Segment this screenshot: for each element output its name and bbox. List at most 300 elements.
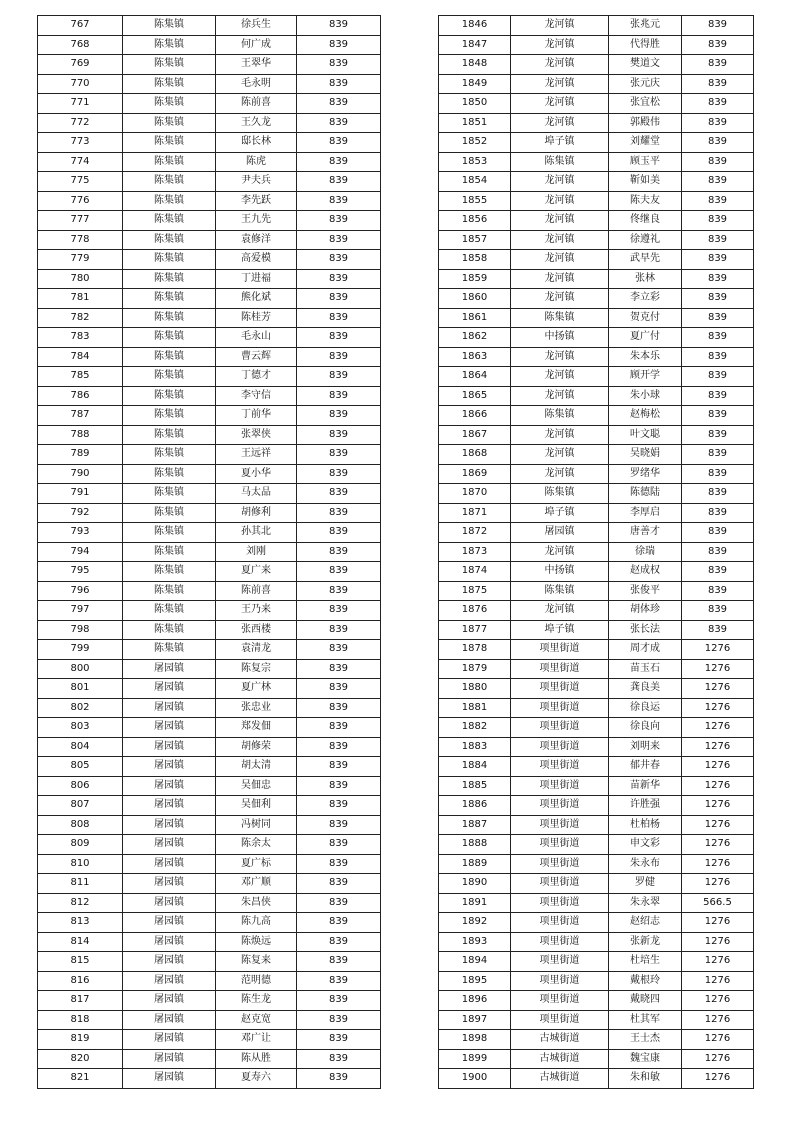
row-number-cell: 1877 — [439, 620, 511, 640]
town-cell: 龙河镇 — [511, 289, 609, 309]
table-row — [38, 932, 381, 952]
amount-cell: 1276 — [682, 874, 754, 894]
town-cell: 陈集镇 — [123, 74, 216, 94]
row-number-cell: 785 — [38, 367, 123, 387]
table-row — [38, 620, 381, 640]
name-cell: 陈九高 — [216, 913, 297, 933]
amount-cell: 839 — [297, 698, 381, 718]
amount-cell: 839 — [297, 386, 381, 406]
amount-cell: 839 — [682, 620, 754, 640]
table-row — [439, 776, 754, 796]
table-row — [439, 620, 754, 640]
table-row — [439, 35, 754, 55]
amount-cell: 839 — [297, 230, 381, 250]
amount-cell: 566.5 — [682, 893, 754, 913]
name-cell: 李守信 — [216, 386, 297, 406]
table-row — [38, 386, 381, 406]
town-cell: 龙河镇 — [511, 269, 609, 289]
town-cell: 项里街道 — [511, 991, 609, 1011]
amount-cell: 839 — [682, 601, 754, 621]
town-cell: 屠园镇 — [123, 718, 216, 738]
name-cell: 徐兵生 — [216, 16, 297, 36]
town-cell: 龙河镇 — [511, 94, 609, 114]
table-row — [38, 854, 381, 874]
town-cell: 埠子镇 — [511, 620, 609, 640]
name-cell: 佟继良 — [609, 211, 682, 231]
row-number-cell: 1890 — [439, 874, 511, 894]
name-cell: 陈夫友 — [609, 191, 682, 211]
name-cell: 朱小球 — [609, 386, 682, 406]
town-cell: 陈集镇 — [123, 601, 216, 621]
table-row — [439, 581, 754, 601]
amount-cell: 839 — [682, 250, 754, 270]
amount-cell: 1276 — [682, 757, 754, 777]
amount-cell: 1276 — [682, 952, 754, 972]
name-cell: 陈生龙 — [216, 991, 297, 1011]
table-row — [439, 250, 754, 270]
name-cell: 孙其北 — [216, 523, 297, 543]
row-number-cell: 804 — [38, 737, 123, 757]
row-number-cell: 800 — [38, 659, 123, 679]
table-row — [439, 1010, 754, 1030]
name-cell: 邓广顺 — [216, 874, 297, 894]
name-cell: 樊道文 — [609, 55, 682, 75]
town-cell: 项里街道 — [511, 698, 609, 718]
town-cell: 龙河镇 — [511, 367, 609, 387]
row-number-cell: 768 — [38, 35, 123, 55]
town-cell: 陈集镇 — [123, 640, 216, 660]
table-row — [439, 230, 754, 250]
name-cell: 陈虎 — [216, 152, 297, 172]
table-row — [38, 347, 381, 367]
row-number-cell: 1853 — [439, 152, 511, 172]
table-row — [439, 406, 754, 426]
town-cell: 项里街道 — [511, 874, 609, 894]
town-cell: 陈集镇 — [123, 230, 216, 250]
row-number-cell: 787 — [38, 406, 123, 426]
name-cell: 夏小华 — [216, 464, 297, 484]
name-cell: 邸长林 — [216, 133, 297, 153]
amount-cell: 1276 — [682, 737, 754, 757]
table-row — [38, 308, 381, 328]
row-number-cell: 1851 — [439, 113, 511, 133]
row-number-cell: 805 — [38, 757, 123, 777]
name-cell: 马太品 — [216, 484, 297, 504]
town-cell: 古城街道 — [511, 1030, 609, 1050]
row-number-cell: 1898 — [439, 1030, 511, 1050]
name-cell: 陈前喜 — [216, 581, 297, 601]
town-cell: 陈集镇 — [123, 347, 216, 367]
row-number-cell: 1894 — [439, 952, 511, 972]
town-cell: 屠园镇 — [123, 991, 216, 1011]
amount-cell: 839 — [297, 211, 381, 231]
table-row — [38, 445, 381, 465]
amount-cell: 839 — [682, 94, 754, 114]
table-row — [38, 776, 381, 796]
table-row — [439, 835, 754, 855]
row-number-cell: 1896 — [439, 991, 511, 1011]
row-number-cell: 1863 — [439, 347, 511, 367]
amount-cell: 839 — [297, 94, 381, 114]
town-cell: 项里街道 — [511, 913, 609, 933]
row-number-cell: 1868 — [439, 445, 511, 465]
town-cell: 龙河镇 — [511, 230, 609, 250]
name-cell: 苗玉石 — [609, 659, 682, 679]
table-row — [439, 328, 754, 348]
town-cell: 项里街道 — [511, 737, 609, 757]
amount-cell: 839 — [297, 562, 381, 582]
name-cell: 戴根玲 — [609, 971, 682, 991]
name-cell: 朱昌侠 — [216, 893, 297, 913]
name-cell: 申文彩 — [609, 835, 682, 855]
name-cell: 徐遵礼 — [609, 230, 682, 250]
right-table-body — [439, 16, 754, 1089]
table-row — [439, 1049, 754, 1069]
amount-cell: 839 — [682, 406, 754, 426]
row-number-cell: 1871 — [439, 503, 511, 523]
name-cell: 郁井春 — [609, 757, 682, 777]
table-row — [439, 152, 754, 172]
row-number-cell: 798 — [38, 620, 123, 640]
row-number-cell: 1895 — [439, 971, 511, 991]
amount-cell: 839 — [297, 523, 381, 543]
town-cell: 屠园镇 — [123, 1010, 216, 1030]
row-number-cell: 1869 — [439, 464, 511, 484]
town-cell: 龙河镇 — [511, 55, 609, 75]
table-row — [38, 55, 381, 75]
name-cell: 何广成 — [216, 35, 297, 55]
amount-cell: 839 — [297, 659, 381, 679]
amount-cell: 839 — [297, 874, 381, 894]
town-cell: 埠子镇 — [511, 503, 609, 523]
amount-cell: 839 — [297, 991, 381, 1011]
row-number-cell: 1897 — [439, 1010, 511, 1030]
table-row — [439, 191, 754, 211]
table-row — [38, 1010, 381, 1030]
name-cell: 李立彩 — [609, 289, 682, 309]
name-cell: 夏广林 — [216, 679, 297, 699]
town-cell: 屠园镇 — [123, 737, 216, 757]
amount-cell: 839 — [297, 445, 381, 465]
name-cell: 罗健 — [609, 874, 682, 894]
name-cell: 徐良运 — [609, 698, 682, 718]
name-cell: 陈焕远 — [216, 932, 297, 952]
table-row — [439, 464, 754, 484]
row-number-cell: 769 — [38, 55, 123, 75]
town-cell: 龙河镇 — [511, 386, 609, 406]
name-cell: 冯树同 — [216, 815, 297, 835]
row-number-cell: 1893 — [439, 932, 511, 952]
name-cell: 赵梅松 — [609, 406, 682, 426]
table-row — [38, 893, 381, 913]
amount-cell: 839 — [682, 55, 754, 75]
name-cell: 张俊平 — [609, 581, 682, 601]
amount-cell: 839 — [682, 581, 754, 601]
name-cell: 张元庆 — [609, 74, 682, 94]
amount-cell: 839 — [297, 250, 381, 270]
town-cell: 陈集镇 — [511, 581, 609, 601]
town-cell: 陈集镇 — [123, 523, 216, 543]
name-cell: 张兆元 — [609, 16, 682, 36]
town-cell: 陈集镇 — [123, 425, 216, 445]
town-cell: 陈集镇 — [123, 581, 216, 601]
row-number-cell: 817 — [38, 991, 123, 1011]
row-number-cell: 1848 — [439, 55, 511, 75]
table-row — [38, 835, 381, 855]
row-number-cell: 767 — [38, 16, 123, 36]
name-cell: 魏宝康 — [609, 1049, 682, 1069]
amount-cell: 839 — [297, 796, 381, 816]
amount-cell: 1276 — [682, 835, 754, 855]
row-number-cell: 803 — [38, 718, 123, 738]
row-number-cell: 1885 — [439, 776, 511, 796]
name-cell: 龚良美 — [609, 679, 682, 699]
name-cell: 朱和敏 — [609, 1069, 682, 1089]
table-row — [38, 133, 381, 153]
row-number-cell: 782 — [38, 308, 123, 328]
name-cell: 毛永山 — [216, 328, 297, 348]
table-row — [38, 503, 381, 523]
town-cell: 古城街道 — [511, 1069, 609, 1089]
name-cell: 赵绍志 — [609, 913, 682, 933]
town-cell: 龙河镇 — [511, 113, 609, 133]
town-cell: 项里街道 — [511, 893, 609, 913]
town-cell: 屠园镇 — [123, 893, 216, 913]
table-row — [38, 484, 381, 504]
amount-cell: 839 — [297, 55, 381, 75]
row-number-cell: 809 — [38, 835, 123, 855]
table-row — [439, 893, 754, 913]
name-cell: 张长法 — [609, 620, 682, 640]
name-cell: 武早先 — [609, 250, 682, 270]
amount-cell: 839 — [682, 464, 754, 484]
town-cell: 项里街道 — [511, 679, 609, 699]
row-number-cell: 1878 — [439, 640, 511, 660]
row-number-cell: 1892 — [439, 913, 511, 933]
name-cell: 王久龙 — [216, 113, 297, 133]
amount-cell: 839 — [682, 484, 754, 504]
amount-cell: 1276 — [682, 854, 754, 874]
name-cell: 袁清龙 — [216, 640, 297, 660]
name-cell: 陈桂芳 — [216, 308, 297, 328]
row-number-cell: 783 — [38, 328, 123, 348]
name-cell: 徐良向 — [609, 718, 682, 738]
table-row — [439, 1030, 754, 1050]
amount-cell: 839 — [682, 425, 754, 445]
row-number-cell: 1850 — [439, 94, 511, 114]
row-number-cell: 1899 — [439, 1049, 511, 1069]
town-cell: 屠园镇 — [123, 952, 216, 972]
amount-cell: 839 — [682, 328, 754, 348]
row-number-cell: 812 — [38, 893, 123, 913]
name-cell: 罗绪华 — [609, 464, 682, 484]
row-number-cell: 774 — [38, 152, 123, 172]
table-row — [439, 269, 754, 289]
town-cell: 陈集镇 — [123, 94, 216, 114]
table-row — [38, 191, 381, 211]
name-cell: 范明德 — [216, 971, 297, 991]
town-cell: 项里街道 — [511, 757, 609, 777]
town-cell: 陈集镇 — [123, 562, 216, 582]
name-cell: 王翠华 — [216, 55, 297, 75]
amount-cell: 839 — [297, 35, 381, 55]
amount-cell: 839 — [297, 1030, 381, 1050]
amount-cell: 839 — [682, 35, 754, 55]
name-cell: 熊化斌 — [216, 289, 297, 309]
amount-cell: 839 — [682, 113, 754, 133]
row-number-cell: 816 — [38, 971, 123, 991]
row-number-cell: 1860 — [439, 289, 511, 309]
amount-cell: 839 — [297, 1010, 381, 1030]
table-row — [439, 737, 754, 757]
name-cell: 陈复宗 — [216, 659, 297, 679]
row-number-cell: 1888 — [439, 835, 511, 855]
town-cell: 陈集镇 — [123, 16, 216, 36]
amount-cell: 1276 — [682, 1030, 754, 1050]
amount-cell: 839 — [297, 152, 381, 172]
name-cell: 胡太清 — [216, 757, 297, 777]
town-cell: 陈集镇 — [511, 484, 609, 504]
row-number-cell: 1900 — [439, 1069, 511, 1089]
town-cell: 屠园镇 — [123, 913, 216, 933]
row-number-cell: 808 — [38, 815, 123, 835]
name-cell: 李先跃 — [216, 191, 297, 211]
amount-cell: 1276 — [682, 776, 754, 796]
amount-cell: 839 — [682, 562, 754, 582]
table-row — [38, 35, 381, 55]
row-number-cell: 1846 — [439, 16, 511, 36]
table-row — [439, 484, 754, 504]
row-number-cell: 1867 — [439, 425, 511, 445]
table-row — [38, 991, 381, 1011]
name-cell: 朱永翠 — [609, 893, 682, 913]
row-number-cell: 1862 — [439, 328, 511, 348]
amount-cell: 839 — [682, 16, 754, 36]
amount-cell: 1276 — [682, 932, 754, 952]
table-row — [38, 230, 381, 250]
town-cell: 陈集镇 — [123, 503, 216, 523]
row-number-cell: 799 — [38, 640, 123, 660]
row-number-cell: 1866 — [439, 406, 511, 426]
town-cell: 屠园镇 — [123, 1030, 216, 1050]
town-cell: 陈集镇 — [123, 191, 216, 211]
name-cell: 徐瑞 — [609, 542, 682, 562]
town-cell: 中扬镇 — [511, 328, 609, 348]
town-cell: 项里街道 — [511, 640, 609, 660]
row-number-cell: 775 — [38, 172, 123, 192]
table-row — [439, 815, 754, 835]
amount-cell: 839 — [297, 347, 381, 367]
row-number-cell: 1858 — [439, 250, 511, 270]
row-number-cell: 1870 — [439, 484, 511, 504]
town-cell: 项里街道 — [511, 815, 609, 835]
left-table-body — [38, 16, 381, 1089]
town-cell: 项里街道 — [511, 932, 609, 952]
table-row — [38, 113, 381, 133]
amount-cell: 839 — [682, 269, 754, 289]
row-number-cell: 801 — [38, 679, 123, 699]
town-cell: 龙河镇 — [511, 425, 609, 445]
amount-cell: 839 — [297, 776, 381, 796]
town-cell: 屠园镇 — [123, 698, 216, 718]
table-row — [38, 971, 381, 991]
table-row — [439, 94, 754, 114]
table-row — [38, 94, 381, 114]
table-row — [38, 1030, 381, 1050]
row-number-cell: 1876 — [439, 601, 511, 621]
amount-cell: 839 — [297, 289, 381, 309]
table-row — [439, 679, 754, 699]
table-row — [38, 796, 381, 816]
table-row — [38, 601, 381, 621]
town-cell: 龙河镇 — [511, 16, 609, 36]
amount-cell: 839 — [297, 464, 381, 484]
table-row — [439, 211, 754, 231]
town-cell: 龙河镇 — [511, 211, 609, 231]
town-cell: 陈集镇 — [123, 35, 216, 55]
name-cell: 靳如美 — [609, 172, 682, 192]
amount-cell: 839 — [297, 425, 381, 445]
table-row — [439, 718, 754, 738]
table-row — [38, 698, 381, 718]
table-row — [439, 113, 754, 133]
row-number-cell: 773 — [38, 133, 123, 153]
table-row — [439, 991, 754, 1011]
name-cell: 吴晓娟 — [609, 445, 682, 465]
table-row — [439, 562, 754, 582]
name-cell: 王九先 — [216, 211, 297, 231]
town-cell: 屠园镇 — [123, 874, 216, 894]
table-row — [439, 659, 754, 679]
town-cell: 陈集镇 — [123, 542, 216, 562]
row-number-cell: 1874 — [439, 562, 511, 582]
amount-cell: 1276 — [682, 913, 754, 933]
town-cell: 屠园镇 — [123, 932, 216, 952]
town-cell: 龙河镇 — [511, 542, 609, 562]
amount-cell: 839 — [682, 347, 754, 367]
row-number-cell: 1879 — [439, 659, 511, 679]
town-cell: 陈集镇 — [511, 406, 609, 426]
town-cell: 陈集镇 — [123, 367, 216, 387]
table-row — [439, 367, 754, 387]
table-row — [38, 328, 381, 348]
town-cell: 陈集镇 — [123, 269, 216, 289]
town-cell: 陈集镇 — [123, 55, 216, 75]
town-cell: 陈集镇 — [123, 308, 216, 328]
name-cell: 杜培生 — [609, 952, 682, 972]
name-cell: 赵成权 — [609, 562, 682, 582]
row-number-cell: 793 — [38, 523, 123, 543]
row-number-cell: 1875 — [439, 581, 511, 601]
row-number-cell: 772 — [38, 113, 123, 133]
town-cell: 陈集镇 — [123, 289, 216, 309]
name-cell: 顾玉平 — [609, 152, 682, 172]
row-number-cell: 1854 — [439, 172, 511, 192]
name-cell: 苗新华 — [609, 776, 682, 796]
amount-cell: 839 — [297, 191, 381, 211]
amount-cell: 839 — [297, 893, 381, 913]
town-cell: 屠园镇 — [123, 854, 216, 874]
table-row — [439, 874, 754, 894]
row-number-cell: 811 — [38, 874, 123, 894]
name-cell: 陈从胜 — [216, 1049, 297, 1069]
name-cell: 胡修利 — [216, 503, 297, 523]
amount-cell: 1276 — [682, 1069, 754, 1089]
row-number-cell: 815 — [38, 952, 123, 972]
amount-cell: 839 — [297, 854, 381, 874]
amount-cell: 839 — [682, 503, 754, 523]
town-cell: 陈集镇 — [123, 250, 216, 270]
